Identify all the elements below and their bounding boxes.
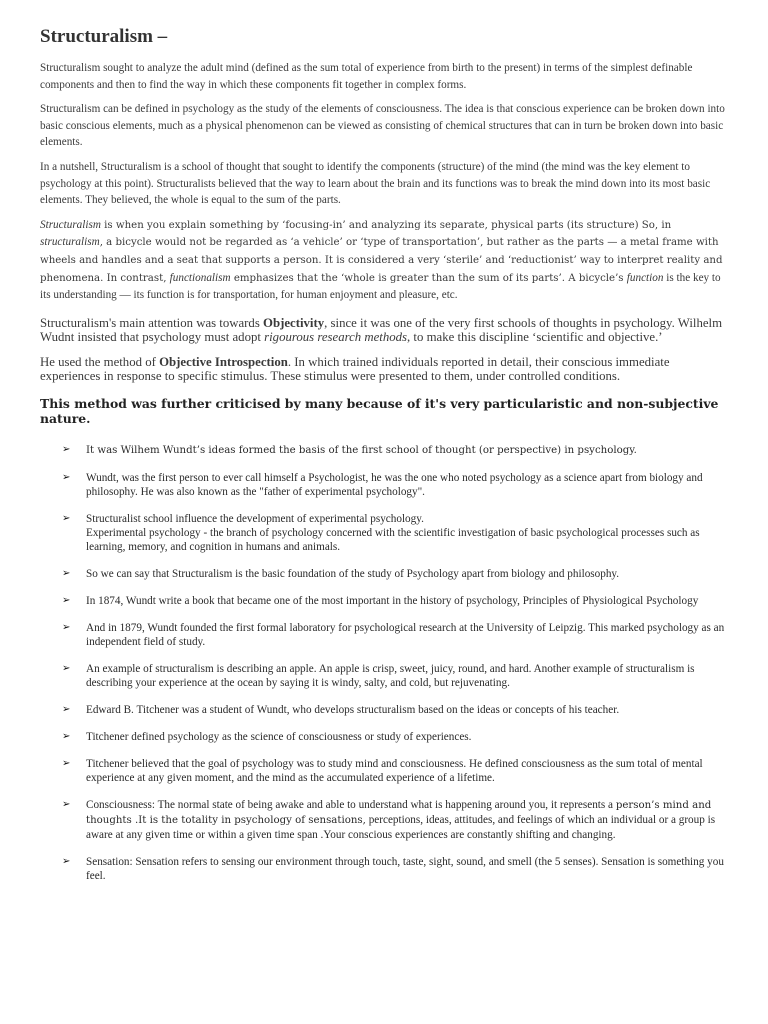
- arrow-bullet-icon: ➢: [62, 594, 71, 606]
- emphasis-function: function: [626, 271, 664, 284]
- paragraph-nutshell: In a nutshell, Structuralism is a school of thought that sought to identify the components (structure) of the mind (the mind was the key element to psychology at this point). Structuralists believed that the way to learn about the brain and its functions was to break the mind down into its most basic elements. They believed, the whole is equal to the sum of the parts.: [40, 160, 711, 207]
- list-item: ➢ An example of structuralism is describing an apple. An apple is crisp, sweet, juicy, round, and hard. Another example of structuralism is describing your experience at the ocean by saying it is windy, salty, and cold, but rejuvenating.: [62, 662, 695, 689]
- arrow-bullet-icon: ➢: [62, 567, 71, 579]
- emphasis-structuralism-2: structuralism: [40, 236, 100, 249]
- arrow-bullet-icon: ➢: [62, 443, 71, 455]
- paragraph-elements: Structuralism can be defined in psychology as the study of the elements of consciousness. The idea is that conscious experience can be broken down into basic conscious elements, much as a physical phenomenon can be viewed as consisting of chemical structures that can in turn be broken down into basic elements.: [40, 103, 725, 149]
- list-item: ➢ Wundt, was the first person to ever call himself a Psychologist, he was the one who noted psychology as a science apart from biology and philosophy. He was also known as the "father of experimental psychology".: [62, 471, 703, 498]
- paragraph-bicycle: Structuralism is when you explain something by ‘focusing-in’ and analyzing its separate, physical parts (its structure) So, in structuralism, a bicycle would not be regarded as ‘a vehicle’ or ‘type of transportation’, but rather as the parts — a metal frame with wheels and handles and a seat that supports a person. It is considered a very ‘sterile’ and ‘reductionist’ way to interpret reality and phenomena. In contrast, functionalism emphasizes that the ‘whole is greater than the sum of its parts’. A bicycle’s function is the key to its understanding — its function is for transportation, for human enjoyment and pleasure, etc.: [40, 218, 723, 302]
- arrow-bullet-icon: ➢: [62, 855, 71, 867]
- bold-objectivity: Objectivity: [263, 315, 325, 330]
- list-item: ➢ And in 1879, Wundt founded the first formal laboratory for psychological research at the University of Leipzig. This marked psychology as an independent field of study.: [62, 621, 725, 648]
- paragraph-objectivity: Structuralism's main attention was towards Objectivity, since it was one of the very first schools of thoughts in psychology. Wilhelm Wudnt insisted that psychology must adopt rigourous research methods, to make this discipline ‘scientific and objective.’: [40, 315, 723, 344]
- emphasis-rigourous: rigourous research methods: [264, 329, 408, 344]
- emphasis-structuralism: Structuralism: [40, 218, 101, 231]
- list-item: ➢ Edward B. Titchener was a student of Wundt, who develops structuralism based on the ideas or concepts of his teacher.: [62, 703, 620, 716]
- paragraph-definition: Structuralism sought to analyze the adult mind (defined as the sum total of experience from birth to the present) in terms of the simplest definable components and then to find the way in which these components fit together in complex forms.: [40, 62, 693, 91]
- arrow-bullet-icon: ➢: [62, 662, 71, 674]
- fact-list: [40, 443, 732, 883]
- page-title: Structuralism –: [40, 26, 168, 47]
- emphasis-functionalism: functionalism: [169, 271, 231, 284]
- criticism-heading: This method was further criticised by many because of it's very particularistic and non-subjective nature.: [40, 395, 719, 426]
- paragraph-introspection: He used the method of Objective Introspection. In which trained individuals reported in detail, their conscious immediate experiences in response to specific stimulus. These stimulus were presented to them, under controlled conditions.: [40, 355, 670, 384]
- list-item: ➢ So we can say that Structuralism is the basic foundation of the study of Psychology apart from biology and philosophy.: [62, 567, 620, 580]
- list-item: ➢ Structuralist school influence the development of experimental psychology. Experimental psychology - the branch of psychology concerned with the scientific investigation of basic psychological processes such as learning, memory, and cognition in humans and animals.: [62, 512, 700, 553]
- arrow-bullet-icon: ➢: [62, 798, 71, 810]
- bold-objective-introspection: Objective Introspection: [159, 355, 288, 370]
- arrow-bullet-icon: ➢: [62, 512, 71, 524]
- arrow-bullet-icon: ➢: [62, 621, 71, 633]
- list-item: ➢ Consciousness: The normal state of being awake and able to understand what is happening around you, it represents a person’s mind and thoughts .It is the totality in psychology of sensations, perceptions, ideas, attitudes, and feelings of which an individual or a group is aware at any given time or within a given time span .Your conscious experiences are constantly shifting and changing.: [62, 798, 716, 841]
- arrow-bullet-icon: ➢: [62, 757, 71, 769]
- arrow-bullet-icon: ➢: [62, 703, 71, 715]
- list-item: ➢ Sensation: Sensation refers to sensing our environment through touch, taste, sight, sound, and smell (the 5 senses). Sensation is something you feel.: [62, 855, 724, 882]
- arrow-bullet-icon: ➢: [62, 730, 71, 742]
- list-item: ➢ Titchener defined psychology as the science of consciousness or study of experiences.: [62, 730, 472, 743]
- list-item: ➢ It was Wilhem Wundt’s ideas formed the basis of the first school of thought (or perspective) in psychology.: [62, 443, 637, 456]
- arrow-bullet-icon: ➢: [62, 471, 71, 483]
- list-item: ➢ In 1874, Wundt write a book that became one of the most important in the history of psychology, Principles of Physiological Psychology: [62, 594, 699, 607]
- list-item: ➢ Titchener believed that the goal of psychology was to study mind and consciousness. He defined consciousness as the sum total of mental experience at any given moment, and the mind as the accumulated experience of a lifetime.: [62, 757, 703, 784]
